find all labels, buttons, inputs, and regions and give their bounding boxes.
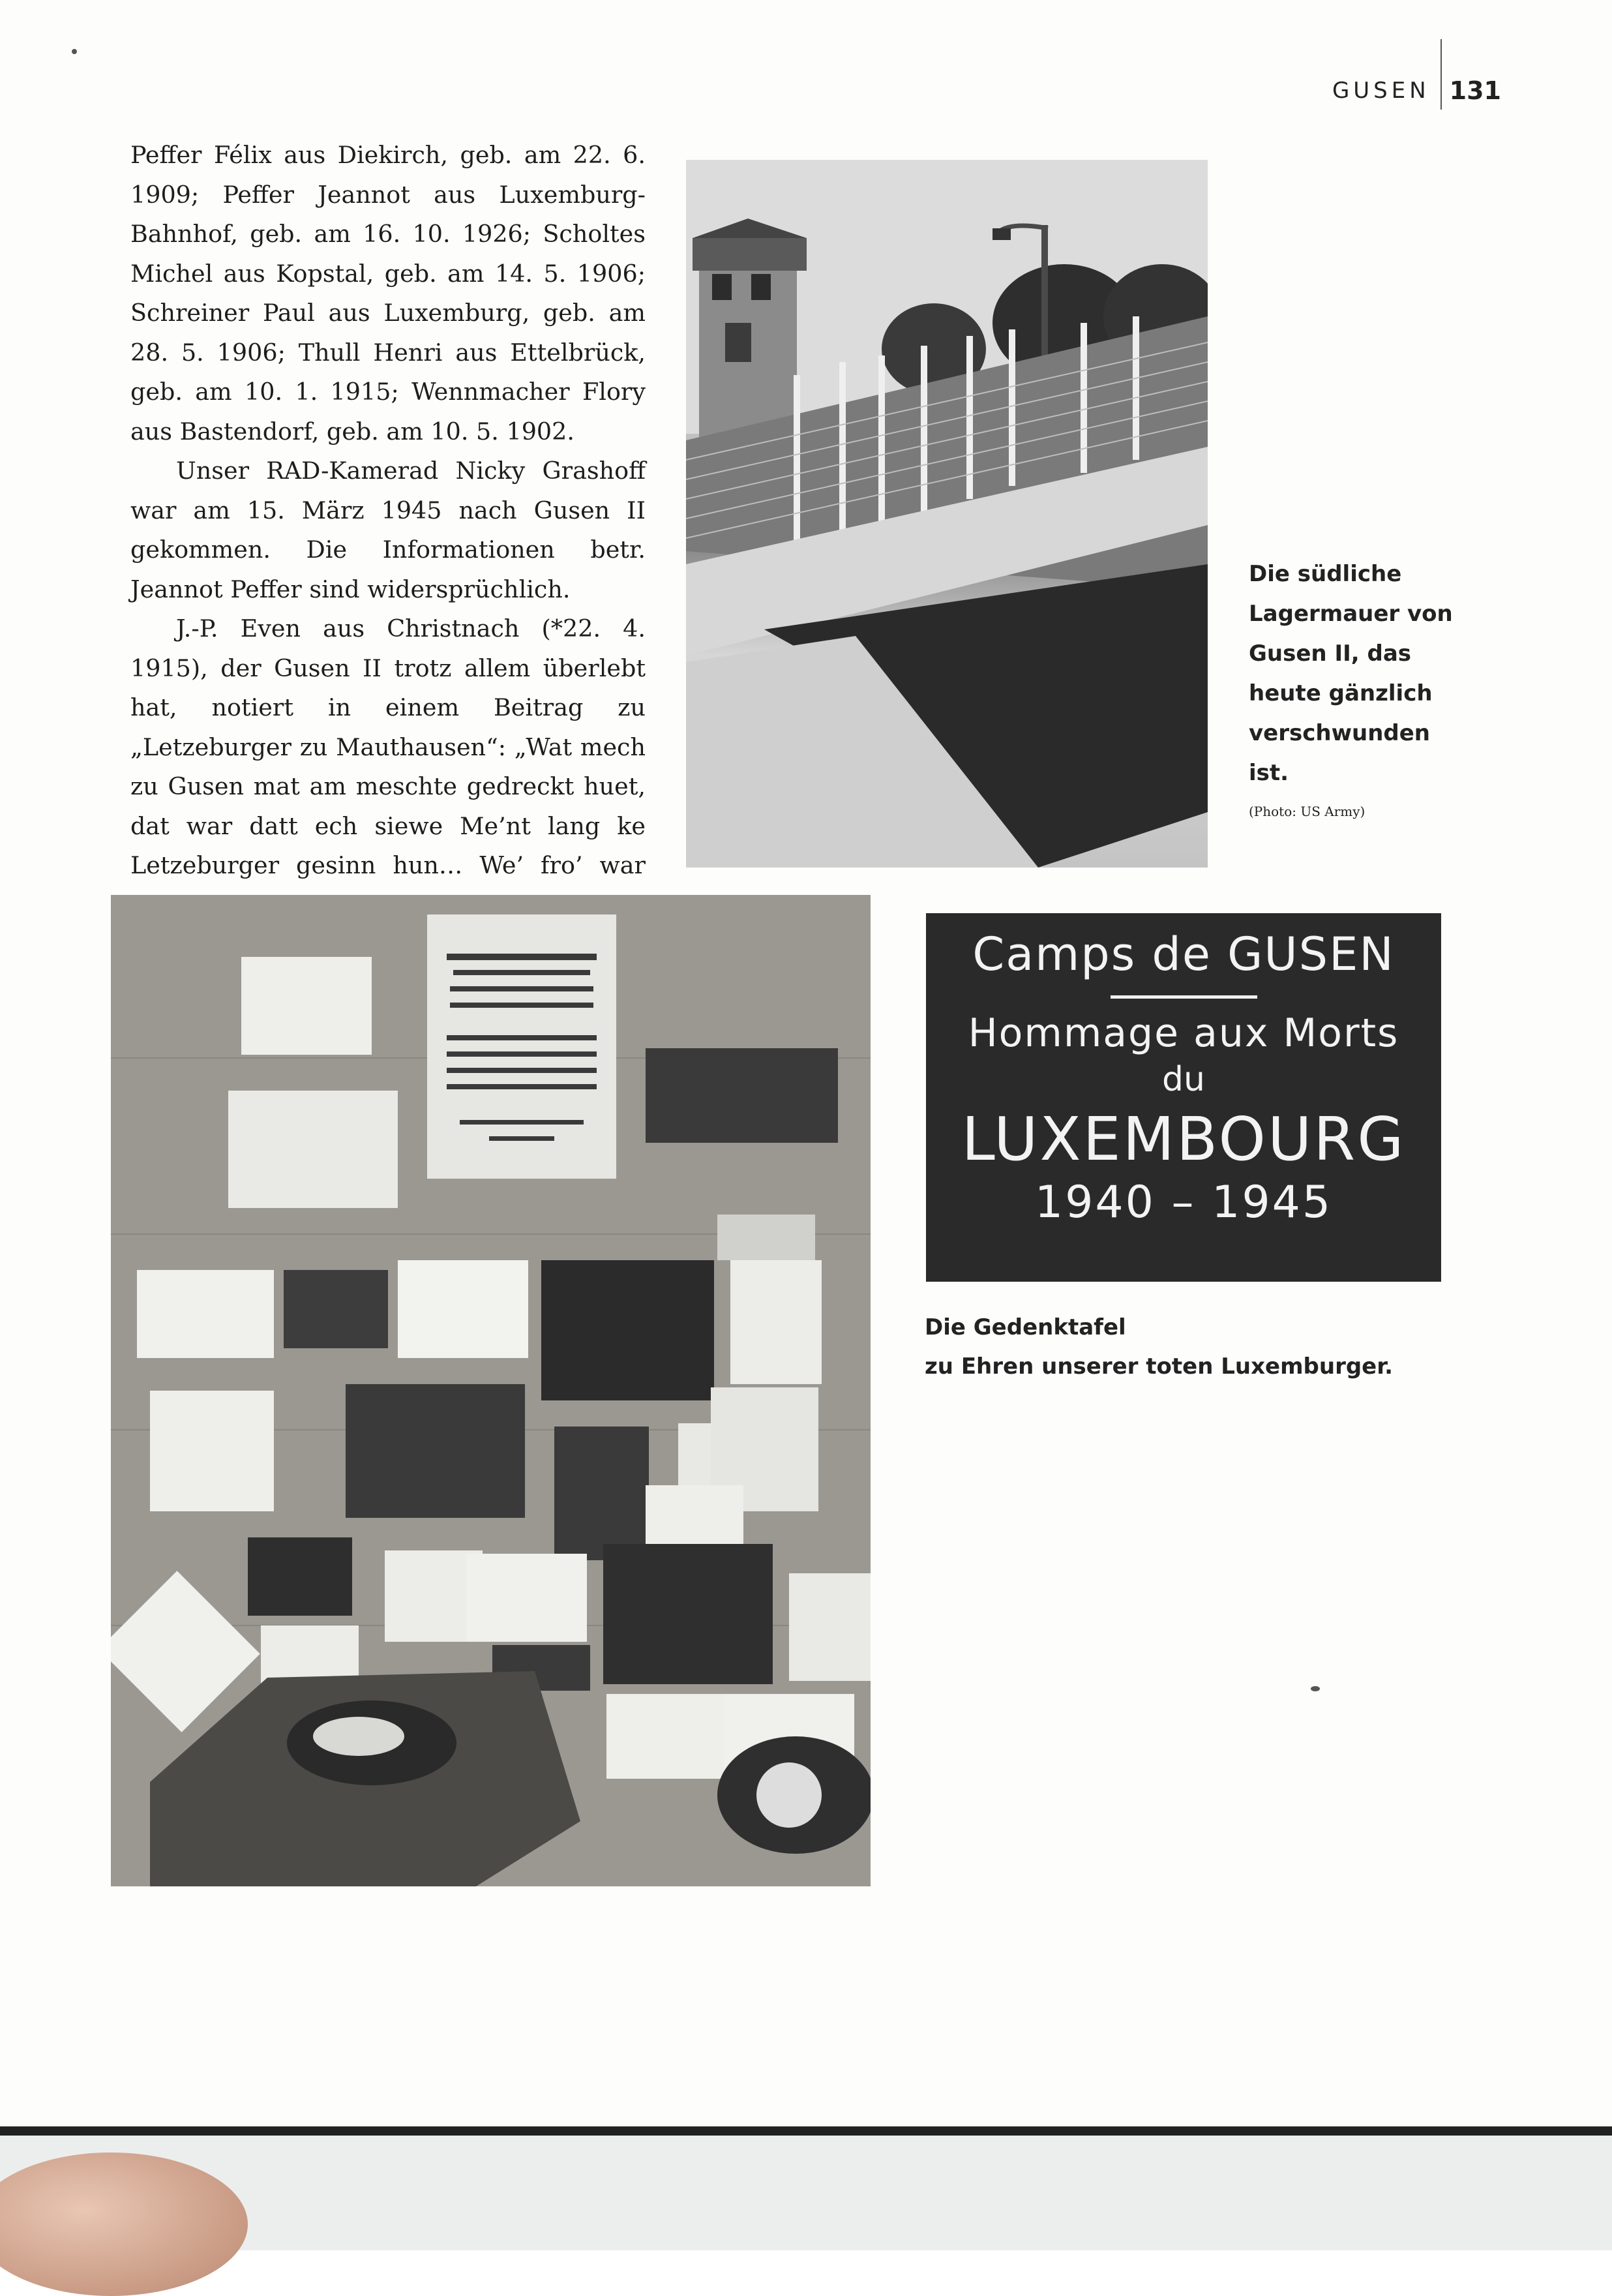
- memorial-wall-photo: [111, 895, 871, 1886]
- dust-speck: [1311, 1686, 1320, 1691]
- camp-fence-photo: [686, 160, 1208, 868]
- plaque-caption-line-2: zu Ehren unserer toten Luxemburger.: [925, 1353, 1394, 1380]
- dust-speck: [72, 49, 77, 54]
- memorial-wall-illustration: [111, 895, 871, 1886]
- paragraph-2: Unser RAD-Kamerad Nicky Grashoff war am 15. März 1945 nach Gusen II gekommen. Die Informationen betr. Jeannot Peffer sind widersprüchlich.: [130, 457, 646, 603]
- camp-fence-illustration: [686, 160, 1208, 868]
- paragraph-3: J.-P. Even aus Christnach (*22. 4. 1915), der Gusen II trotz allem überlebt hat, notiert in einem Beitrag zu „Letzeburger zu Mauthausen“: „Wat mech zu Gusen mat am meschte gedreckt huet, dat war datt ech siewe Me’nt lang ke Letzeburger gesinn hun… We’ fro’ war: [130, 614, 646, 879]
- plaque-divider: [1111, 995, 1257, 999]
- running-header: [1332, 68, 1501, 113]
- fence-caption-text: Die südliche Lagermauer von Gusen II, das heute gänzlich verschwunden ist.: [1249, 561, 1453, 786]
- plaque-line-hommage: Hommage aux Morts: [968, 1010, 1399, 1056]
- body-text: [130, 136, 646, 965]
- plaque-caption-line-1: Die Gedenktafel: [925, 1314, 1126, 1340]
- plaque-line-du: du: [1162, 1060, 1205, 1099]
- fence-photo-caption: [1249, 554, 1464, 824]
- plaque-photo-caption: [925, 1308, 1420, 1386]
- luxembourg-plaque-photo: [926, 913, 1441, 1282]
- plaque-line-country: LUXEMBOURG: [961, 1104, 1406, 1174]
- plaque-line-years: 1940 – 1945: [1034, 1177, 1333, 1228]
- plaque-line-camp: Camps de GUSEN: [972, 928, 1395, 981]
- chapter-title: GUSEN: [1332, 78, 1430, 104]
- plaque-inscription: [926, 913, 1441, 1282]
- photo-credit: (Photo: US Army): [1249, 804, 1366, 819]
- page-bottom-edge: [0, 2126, 1612, 2136]
- page-number: 131: [1449, 76, 1501, 105]
- paragraph-1: Peffer Félix aus Diekirch, geb. am 22. 6. 1909; Peffer Jeannot aus Luxemburg-Bahnhof, geb. am 16. 10. 1926; Scholtes Michel aus Kopstal, geb. am 14. 5. 1906; Schreiner Paul aus Luxemburg, geb. am 28. 5. 1906; Thull Henri aus Ettelbrück, geb. am 10. 1. 1915; Wennmacher Flory aus Bastendorf, geb. am 10. 5. 1902.: [130, 141, 646, 446]
